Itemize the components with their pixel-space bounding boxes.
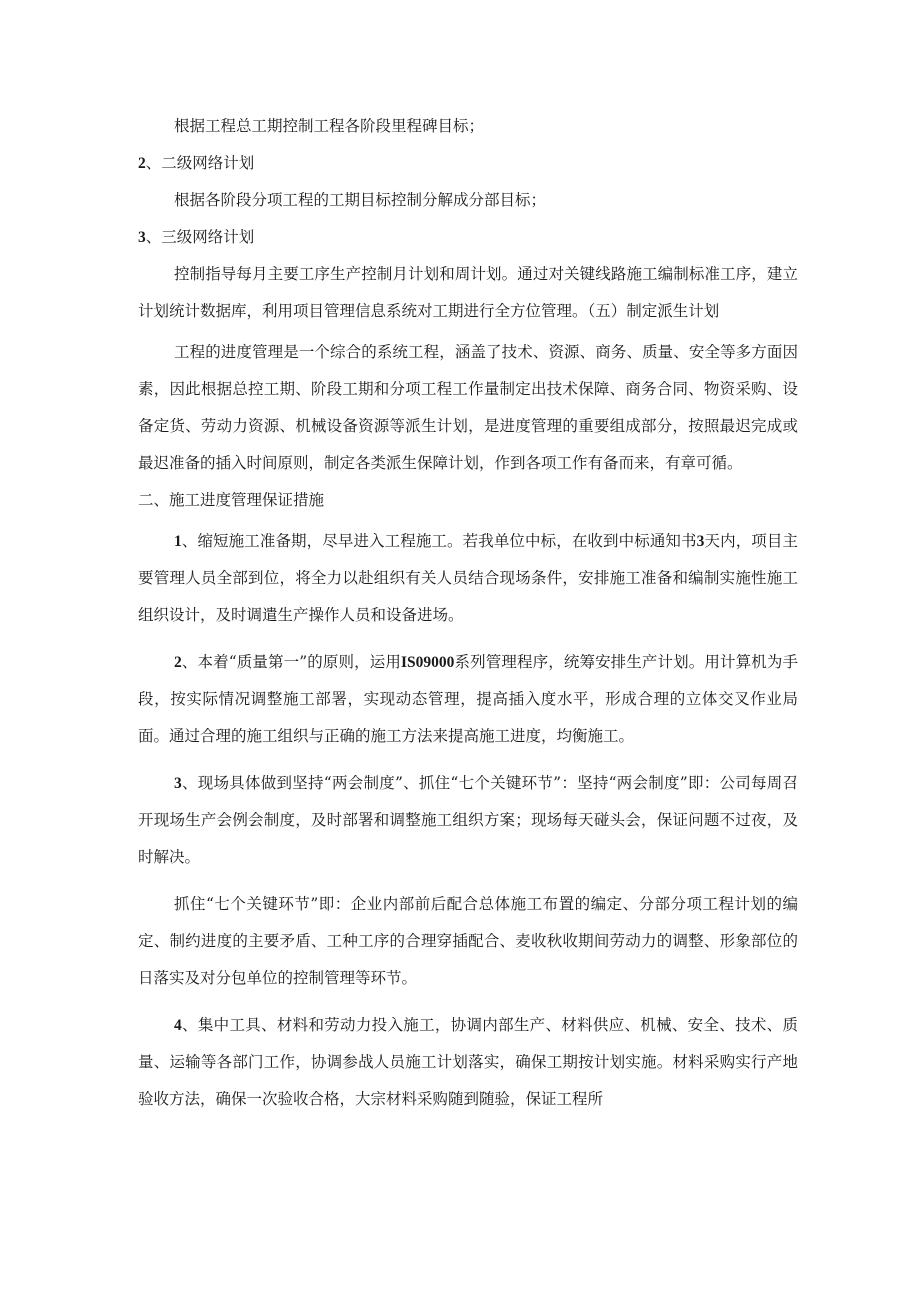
measure-item-3 (138, 765, 798, 876)
measure-item-2 (138, 644, 798, 755)
item-text: 、集中工具、材料和劳动力投入施工，协调内部生产、材料供应、机械、安全、技术、质量、运输等各部门工作，协调参战人员施工计划落实，确保工期按计划实施。材料采购实行产地验收方法，确保一次验收合格，大宗材料采购随到随验，保证工程所 (138, 1016, 798, 1108)
paragraph-seven-key-links (138, 886, 798, 997)
document-body (138, 108, 798, 1118)
heading-level3-network-plan (138, 219, 798, 256)
section-heading-guarantee-measures (138, 482, 798, 519)
item-text-b: 天内，项目主要管理人员全部到位，将全力以赴组织有关人员结合现场条件，安排施工准备和编制实施性施工组织设计，及时调遣生产操作人员和设备进场。 (138, 532, 798, 624)
item-bold-number: 3 (696, 533, 705, 550)
item-number: 3 (174, 775, 182, 792)
item-text-a: 、缩短施工准备期，尽早进入工程施工。若我单位中标，在收到中标通知书 (181, 532, 697, 550)
paragraph-progress-management (138, 334, 798, 482)
paragraph-text: 控制指导每月主要工序生产控制月计划和周计划。通过对关键线路施工编制标准工序，建立计划统计数据库，利用项目管理信息系统对工期进行全方位管理。（五）制定派生计划 (138, 265, 798, 320)
heading-text: 、三级网络计划 (145, 228, 255, 246)
paragraph-monthly-weekly-plan (138, 256, 798, 330)
paragraph-subdivision-target (138, 182, 798, 219)
item-text-b: 系列管理程序，统筹安排生产计划。用计算机为手段，按实际情况调整施工部署，实现动态管理，提高插入度水平，形成合理的立体交叉作业局面。通过合理的施工组织与正确的施工方法来提高施工进度，均衡施工。 (138, 653, 798, 745)
item-text: 、现场具体做到坚持“两会制度”、抓住“七个关键环节”：坚持“两会制度”即：公司每周召开现场生产会例会制度，及时部署和调整施工组织方案；现场每天碰头会，保证问题不过夜，及时解决。 (138, 774, 798, 866)
item-number: 4 (174, 1017, 182, 1034)
heading-level2-network-plan (138, 145, 798, 182)
measure-item-4 (138, 1007, 798, 1118)
heading-text: 二、施工进度管理保证措施 (138, 491, 325, 509)
heading-number: 3 (138, 229, 146, 246)
heading-text: 、二级网络计划 (145, 154, 255, 172)
item-number: 2 (174, 654, 182, 671)
paragraph-text: 工程的进度管理是一个综合的系统工程，涵盖了技术、资源、商务、质量、安全等多方面因素，因此根据总控工期、阶段工期和分项工程工作量制定出技术保障、商务合同、物资采购、设备定货、劳动力资源、机械设备资源等派生计划，是进度管理的重要组成部分，按照最迟完成或最迟准备的插入时间原则，制定各类派生保障计划，作到各项工作有备而来，有章可循。 (138, 343, 798, 472)
heading-number: 2 (138, 155, 146, 172)
item-bold-code: IS09000 (400, 654, 455, 671)
item-text-a: 、本着“质量第一”的原则，运用 (181, 653, 401, 671)
paragraph-text: 抓住“七个关键环节”即：企业内部前后配合总体施工布置的编定、分部分项工程计划的编定、制约进度的主要矛盾、工种工序的合理穿插配合、麦收秋收期间劳动力的调整、形象部位的日落实及对分包单位的控制管理等环节。 (138, 895, 798, 987)
paragraph-text: 根据工程总工期控制工程各阶段里程碑目标； (174, 117, 485, 135)
paragraph-milestone-target (138, 108, 798, 145)
measure-item-1 (138, 523, 798, 634)
paragraph-text: 根据各阶段分项工程的工期目标控制分解成分部目标； (174, 191, 547, 209)
item-number: 1 (174, 533, 182, 550)
